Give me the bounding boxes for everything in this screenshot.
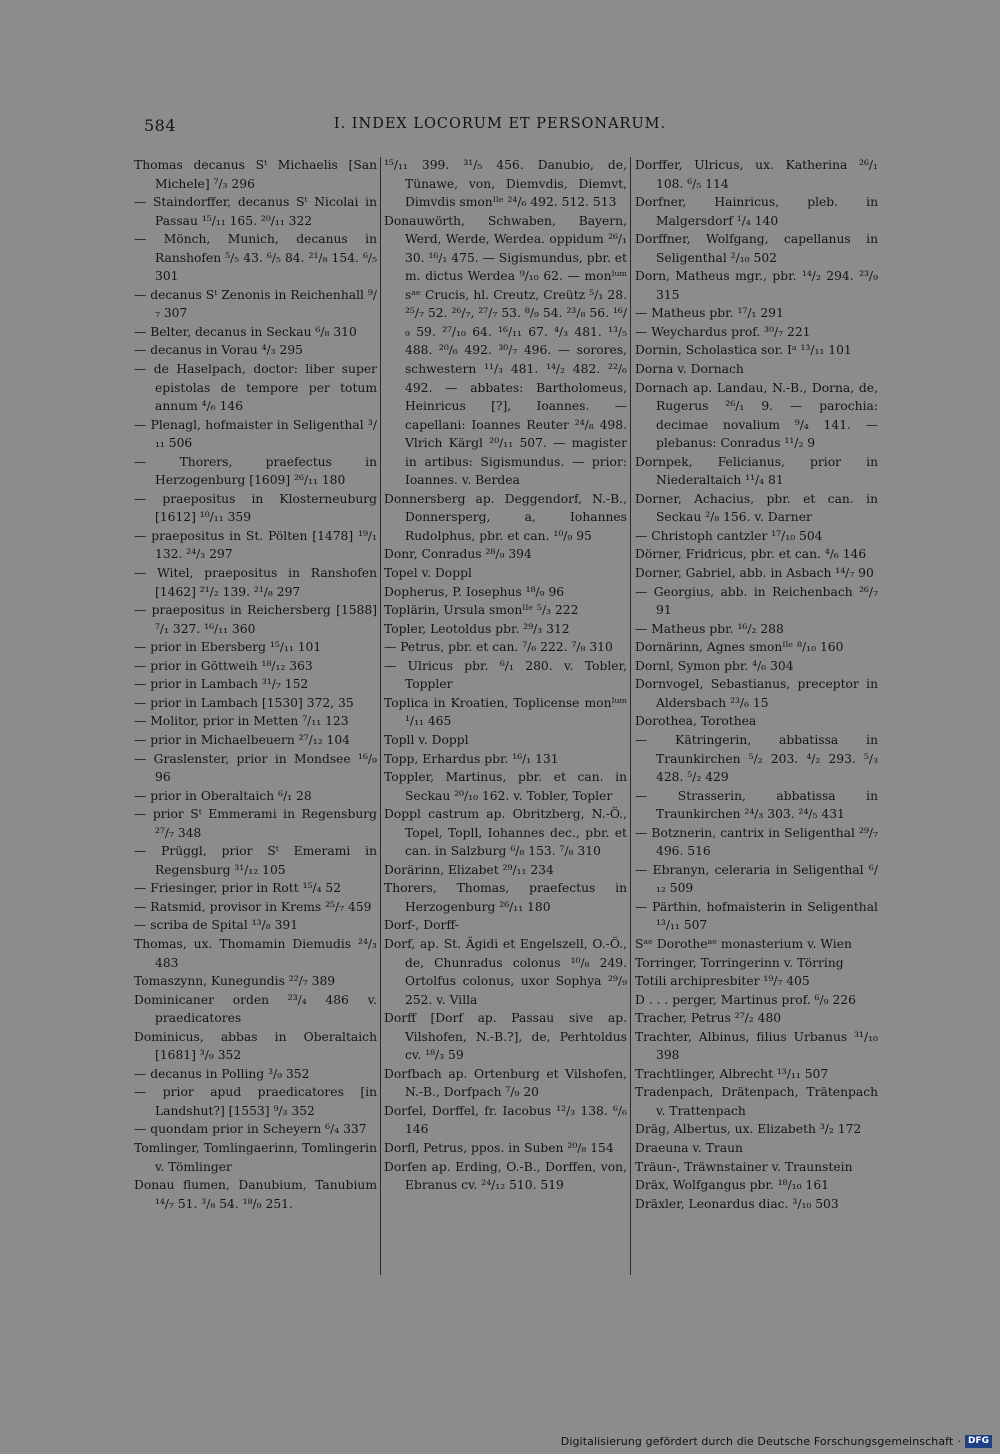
index-entry: Topll v. Doppl [384,732,469,747]
index-entry: — prior in Oberaltaich ⁶/₁ 28 [134,788,312,803]
index-entry: — Belter, decanus in Seckau ⁶/₈ 310 [134,324,357,339]
index-entry: Dornvogel, Sebastianus, preceptor in Aldersbach ²³/₆ 15 [635,677,878,710]
index-entry: — decanus in Polling ³/₉ 352 [134,1066,310,1081]
index-entry: Tradenpach, Drätenpach, Trätenpach v. Trattenpach [635,1085,878,1118]
index-entry: Dorffner, Wolfgang, capellanus in Seligenthal ²/₁₀ 502 [635,232,878,265]
index-entry: — Friesinger, prior in Rott ¹⁵/₄ 52 [134,881,342,896]
index-entry: Dorfner, Hainricus, pleb. in Malgersdorf ¹/₄ 140 [635,195,878,228]
index-entry: Tomlinger, Tomlingaerinn, Tomlingerin v. Tömlinger [134,1140,377,1174]
index-entry: Dominicaner orden ²³/₄ 486 v. praedicatores [134,992,377,1026]
index-entry: — Ratsmid, provisor in Krems ²⁵/₇ 459 [134,899,372,914]
index-entry: Toplica in Kroatien, Toplicense monᴵᵘᵐ ¹/₁₁ 465 [384,695,627,729]
index-entry: Torringer, Torringerinn v. Törring [635,955,844,970]
index-entry: Thomas, ux. Thomamin Diemudis ²⁴/₃ 483 [134,936,377,970]
index-entry: Tracher, Petrus ²⁷/₂ 480 [635,1011,782,1026]
index-entry: Draeuna v. Traun [635,1140,743,1155]
index-entry: — prior in Michaelbeuern ²⁷/₁₂ 104 [134,732,351,747]
index-entry: — prior Sᵗ Emmerami in Regensburg ²⁷/₇ 348 [134,807,377,840]
index-entry: ¹⁵/₁₁ 399. ³¹/₅ 456. Danubio, de, Tünawe, von, Diemvdis, Diemvt, Dimvdis smonᴵᴵᵉ ²⁴/₆ 492. 512. 513 [384,158,627,210]
index-entry: Dorfl, Petrus, ppos. in Suben ²⁰/₈ 154 [384,1140,614,1155]
index-entry: Dornärinn, Agnes smonᴵᴵᵉ ⁸/₁₀ 160 [635,640,844,655]
index-entry: Doppl castrum ap. Obritzberg, N.-Ö., Topel, Topll, Iohannes dec., pbr. et can. in Salzburg ⁶/₈ 153. ⁷/₈ 310 [384,807,627,859]
index-entry: Topler, Leotoldus pbr. ²⁹/₃ 312 [384,621,570,636]
index-entry: Sᵃᵉ Dorotheᵃᵉ monasterium v. Wien [635,936,852,951]
index-entry: — Pärthin, hofmaisterin in Seligenthal ¹³/₁₁ 507 [635,899,878,933]
index-entry: Dorfel, Dorffel, fr. Iacobus ¹²/₃ 138. ⁶/₆ 146 [384,1103,627,1137]
index-entry: — praepositus in Klosterneuburg [1612] ¹⁰/₁₁ 359 [134,491,377,525]
index-entry: — Molitor, prior in Metten ⁷/₁₁ 123 [134,714,349,729]
index-entry: — Witel, praepositus in Ranshofen [1462] ²¹/₂ 139. ²¹/₈ 297 [134,566,377,599]
index-column-1 [134,156,377,1213]
index-entry: — Mönch, Munich, decanus in Ranshofen ⁵/₅ 43. ⁶/₅ 84. ²¹/₈ 154. ⁶/₅ 301 [134,232,377,284]
index-entry: — Matheus pbr. ¹⁶/₂ 288 [635,621,784,636]
page-number: 584 [144,116,177,135]
index-entry: Donau flumen, Danubium, Tanubium ¹⁴/₇ 51. ³/₈ 54. ¹⁸/₉ 251. [134,1178,377,1211]
index-entry: — Kätringerin, abbatissa in Traunkirchen ⁵/₂ 203. ⁴/₂ 293. ⁵/₃ 428. ⁵/₂ 429 [635,732,878,785]
index-entry: Dopherus, P. Iosephus ¹⁸/₉ 96 [384,584,565,599]
index-entry: D . . . perger, Martinus prof. ⁶/₉ 226 [635,992,856,1007]
index-entry: — Botznerin, cantrix in Seligenthal ²⁹/₇ 496. 516 [635,825,878,859]
page-header [0,116,1000,140]
index-entry: Dominicus, abbas in Oberaltaich [1681] ³/₉ 352 [134,1029,377,1063]
index-entry: — Matheus pbr. ¹⁷/₁ 291 [635,306,784,321]
index-entry: Dorothea, Torothea [635,714,757,729]
index-entry: Donauwörth, Schwaben, Bayern, Werd, Werde, Werdea. oppidum ²⁶/₁ 30. ¹⁶/₁ 475. — Sigismundus, pbr. et m. dictus Werdea ⁹/₁₀ 62. — monᴵᵘᵐ sᵃᵉ Crucis, hl. Creutz, Creütz ⁵/₁ 28. ²⁵/₇ 52. ²⁶/₇, ²⁷/₇ 53. ⁸/₉ 54. ²³/₈ 56. ¹⁶/₉ 59. ²⁷/₁₀ 64. ¹⁶/₁₁ 67. ⁴/₃ 481. ¹³/₅ 488. ²⁰/₆ 492. ³⁰/₇ 496. — sorores, schwestern ¹¹/₃ 481. ¹⁴/₂ 482. ²²/₆ 492. — abbates: Bartholomeus, Heinricus [?], Ioannes. — capellani: Ioannes Reuter ²⁴/₈ 498. Vlrich Kärgl ²⁰/₁₁ 507. — magister in artibus: Sigismundus. — prior: Ioannes. v. Berdea [384,213,627,488]
index-entry: — prior in Ebersberg ¹⁵/₁₁ 101 [134,640,322,655]
index-entry: — Christoph cantzler ¹⁷/₁₀ 504 [635,528,823,543]
index-entry: Dornpek, Felicianus, prior in Niederaltaich ¹¹/₄ 81 [635,454,878,488]
index-entry: Dorna v. Dornach [635,362,744,377]
index-column-2 [384,156,627,1195]
index-entry: — praepositus in Reichersberg [1588] ⁷/₁ 327. ¹⁶/₁₁ 360 [134,603,377,636]
index-entry: Dräxler, Leonardus diac. ³/₁₀ 503 [635,1196,839,1211]
index-entry: Dorärinn, Elizabet ²⁹/₁₁ 234 [384,862,554,877]
index-entry: Dornin, Scholastica sor. Iᵃ ¹³/₁₁ 101 [635,343,852,358]
index-entry: Tomaszynn, Kunegundis ²²/₇ 389 [134,974,336,989]
index-entry: — prior apud praedicatores [in Landshut?] [1553] ⁹/₃ 352 [134,1085,377,1118]
index-entry: Dorfen ap. Erding, O.-B., Dorffen, von, Ebranus cv. ²⁴/₁₂ 510. 519 [384,1159,627,1193]
index-entry: — decanus Sᵗ Zenonis in Reichenhall ⁹/₇ 307 [134,287,377,321]
index-entry: — Prüggl, prior Sᵗ Emerami in Regensburg ³¹/₁₂ 105 [134,844,377,877]
credit-separator: · [957,1434,961,1448]
index-entry: — quondam prior in Scheyern ⁶/₄ 337 [134,1122,367,1137]
index-entry: — scriba de Spital ¹³/₈ 391 [134,918,299,933]
running-title: I. INDEX LOCORUM ET PERSONARUM. [333,116,667,132]
index-entry: — Weychardus prof. ³⁰/₇ 221 [635,324,811,339]
index-entry: Trachtlinger, Albrecht ¹³/₁₁ 507 [635,1066,829,1081]
index-entry: Dorf, ap. St. Ägidi et Engelszell, O.-Ö., de, Chunradus colonus ¹⁰/₈ 249. Ortolfus colonus, uxor Sophya ²⁹/₉ 252. v. Villa [384,936,627,1007]
index-entry: — Petrus, pbr. et can. ⁷/₆ 222. ⁷/₈ 310 [384,640,613,655]
index-entry: Dorner, Achacius, pbr. et can. in Seckau ²/₈ 156. v. Darner [635,491,878,525]
index-entry: Dräx, Wolfgangus pbr. ¹⁸/₁₀ 161 [635,1178,829,1193]
index-entry: — Staindorffer, decanus Sᵗ Nicolai in Passau ¹⁵/₁₁ 165. ²⁰/₁₁ 322 [134,195,377,228]
column-divider [630,157,631,1275]
index-entry: Träun-, Träwnstainer v. Traunstein [635,1159,853,1174]
index-entry: Dorf-, Dorff- [384,918,459,933]
index-entry: Toplärin, Ursula smonᴵᴵᵉ ⁵/₃ 222 [384,603,579,618]
index-entry: Trachter, Albinus, filius Urbanus ³¹/₁₀ 398 [635,1029,878,1063]
index-entry: — prior in Lambach ³¹/₇ 152 [134,677,309,692]
index-entry: — prior in Göttweih ¹⁸/₁₂ 363 [134,658,313,673]
index-entry: — Strasserin, abbatissa in Traunkirchen ²⁴/₃ 303. ²⁴/₅ 431 [635,788,878,822]
column-divider [380,157,381,1275]
index-entry: — Ebranyn, celeraria in Seligenthal ⁶/₁₂ 509 [635,862,878,896]
index-entry: Dorner, Gabriel, abb. in Asbach ¹⁴/₇ 90 [635,566,874,581]
index-entry: — Thorers, praefectus in Herzogenburg [1609] ²⁶/₁₁ 180 [134,454,377,488]
index-entry: Dorffer, Ulricus, ux. Katherina ²⁶/₁ 108. ⁶/₅ 114 [635,158,878,191]
index-entry: — Georgius, abb. in Reichenbach ²⁶/₇ 91 [635,584,878,618]
index-entry: — de Haselpach, doctor: liber super epistolas de tempore per totum annum ⁴/₆ 146 [134,362,377,414]
index-entry: Thorers, Thomas, praefectus in Herzogenburg ²⁶/₁₁ 180 [384,881,627,914]
index-entry: Dräg, Albertus, ux. Elizabeth ³/₂ 172 [635,1122,862,1137]
index-entry: Dornach ap. Landau, N.-B., Dorna, de, Rugerus ²⁶/₁ 9. — parochia: decimae novalium ⁹/₄ 141. — plebanus: Conradus ¹¹/₂ 9 [635,380,878,451]
index-entry: — decanus in Vorau ⁴/₃ 295 [134,343,303,358]
index-entry: Toppler, Martinus, pbr. et can. in Seckau ²⁰/₁₀ 162. v. Tobler, Topler [384,770,627,803]
index-entry: — Ulricus pbr. ⁶/₁ 280. v. Tobler, Toppler [384,658,627,692]
index-entry: — praepositus in St. Pölten [1478] ¹⁹/₁ 132. ²⁴/₃ 297 [134,528,377,562]
index-entry: — Plenagl, hofmaister in Seligenthal ³/₁₁ 506 [134,417,377,451]
index-entry: Dorn, Matheus mgr., pbr. ¹⁴/₂ 294. ²³/₉ 315 [635,269,878,302]
funding-credit: Digitalisierung gefördert durch die Deutsche Forschungsgemeinschaft [560,1434,954,1448]
index-entry: Thomas decanus Sᵗ Michaelis [San Michele] ⁷/₃ 296 [134,158,377,191]
index-entry: Donnersberg ap. Deggendorf, N.-B., Donnersperg, a, Iohannes Rudolphus, pbr. et can. ¹⁰/₉ 95 [384,491,627,543]
page-footer [561,1433,992,1449]
index-column-3 [635,156,878,1213]
index-entry: Topp, Erhardus pbr. ¹⁶/₁ 131 [384,751,559,766]
index-entry: — Graslenster, prior in Mondsee ¹⁶/₉ 96 [134,751,377,785]
index-entry: Dörner, Fridricus, pbr. et can. ⁴/₆ 146 [635,547,867,562]
index-entry: Dornl, Symon pbr. ⁴/₆ 304 [635,658,794,673]
index-entry: Donr, Conradus ²⁸/₉ 394 [384,547,532,562]
index-entry: Dorff [Dorf ap. Passau sive ap. Vilshofen, N.-B.?], de, Perhtoldus cv. ¹⁸/₃ 59 [384,1011,627,1063]
index-entry: Dorfbach ap. Ortenburg et Vilshofen, N.-B., Dorfpach ⁷/₉ 20 [384,1066,627,1100]
index-entry: Topel v. Doppl [384,566,472,581]
index-entry: — prior in Lambach [1530] 372, 35 [134,695,354,710]
index-entry: Totili archipresbiter ¹⁹/₇ 405 [635,974,810,989]
dfg-logo-icon: DFG [965,1435,992,1448]
